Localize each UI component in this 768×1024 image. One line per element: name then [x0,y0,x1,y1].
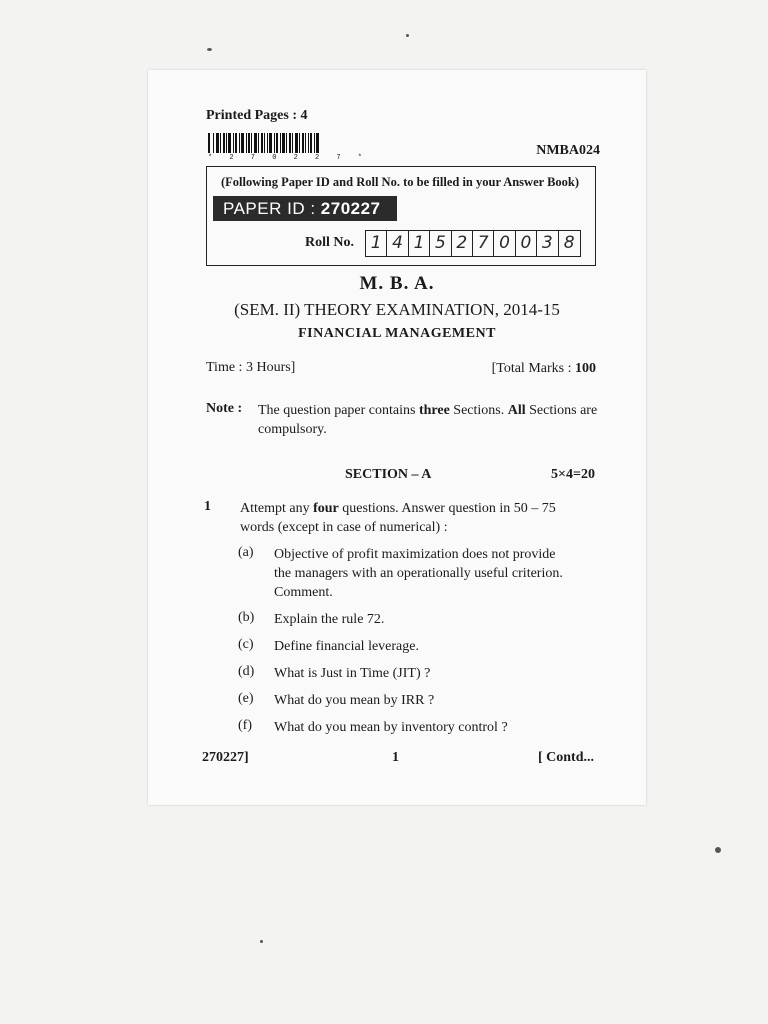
time-value: 3 Hours] [245,360,296,375]
marks-value: 100 [575,361,596,376]
roll-digit-box: 2 [452,231,473,256]
sub-question-text: Explain the rule 72. [274,612,385,627]
sub-question-label: (d) [238,664,255,679]
question-number: 1 [204,499,211,514]
sub-question-label: (b) [238,610,255,625]
sub-question-text: Objective of profit maximization does not provide the managers with an operationally useful criterion. Comment. [274,547,563,600]
roll-digit-box: 0 [494,231,515,256]
footer-paper-code: 270227] [202,750,249,765]
note-label: Note : [206,401,243,416]
sub-question-label: (a) [238,545,254,560]
barcode [208,133,350,153]
paper-id-label: PAPER ID : [223,199,316,218]
roll-digit-box: 1 [366,231,387,256]
scan-speck [406,34,409,37]
question-text-part: Attempt any [240,501,314,516]
roll-digit-box: 7 [473,231,494,256]
question-text [240,499,585,537]
note-bold-all: All [507,403,526,418]
printed-pages: Printed Pages : 4 [206,108,308,123]
time-allowed [206,360,295,376]
note-text-part: The question paper contains [258,403,419,418]
paper-code: NMBA024 [536,143,600,158]
section-marks: 5×4=20 [551,467,595,482]
sub-question-text: What do you mean by inventory control ? [274,720,508,735]
roll-digit-box: 0 [516,231,537,256]
roll-digit-box: 5 [430,231,451,256]
roll-digit-box: 1 [409,231,430,256]
sub-question-text: What do you mean by IRR ? [274,693,435,708]
roll-no-label: Roll No. [305,235,354,250]
paper-id-banner [213,196,397,221]
sub-question-label: (e) [238,691,254,706]
id-box-instruction: (Following Paper ID and Roll No. to be filled in your Answer Book) [221,175,580,189]
question-text-part: questions. Answer question in 50 – 75 words (except in case of numerical) : [240,501,556,535]
time-label: Time : [206,360,246,375]
barcode-number: * 2 7 0 2 2 7 * [208,154,369,162]
roll-digit-box: 4 [387,231,408,256]
exam-paper [148,70,646,805]
sub-question-label: (f) [238,718,252,733]
sub-question-text: Define financial leverage. [274,639,419,654]
section-title: SECTION – A [345,467,432,482]
sub-question-label: (c) [238,637,254,652]
roll-digit-box: 8 [563,233,575,253]
continued-label: [ Contd... [537,750,594,765]
roll-no-boxes [365,230,581,257]
roll-digit-box: 3 [537,231,558,256]
total-marks [492,361,596,377]
note-bold-three: three [418,403,450,418]
marks-label: [Total Marks : [491,361,575,376]
scan-speck [715,847,721,853]
page-number: 1 [392,750,399,765]
paper-id-box [206,166,596,266]
sub-question-text: What is Just in Time (JIT) ? [274,666,431,681]
note-text-part: Sections. [449,403,508,418]
subject-title: FINANCIAL MANAGEMENT [298,326,496,341]
scan-speck [260,940,263,943]
degree-title: M. B. A. [359,273,435,294]
question-bold-four: four [313,501,339,516]
note-text-part: Sections are compulsory. [258,403,598,437]
scan-speck [207,48,212,51]
paper-id-value: 270227 [320,199,381,218]
exam-title: (SEM. II) THEORY EXAMINATION, 2014-15 [234,300,560,319]
note-text [258,401,603,439]
